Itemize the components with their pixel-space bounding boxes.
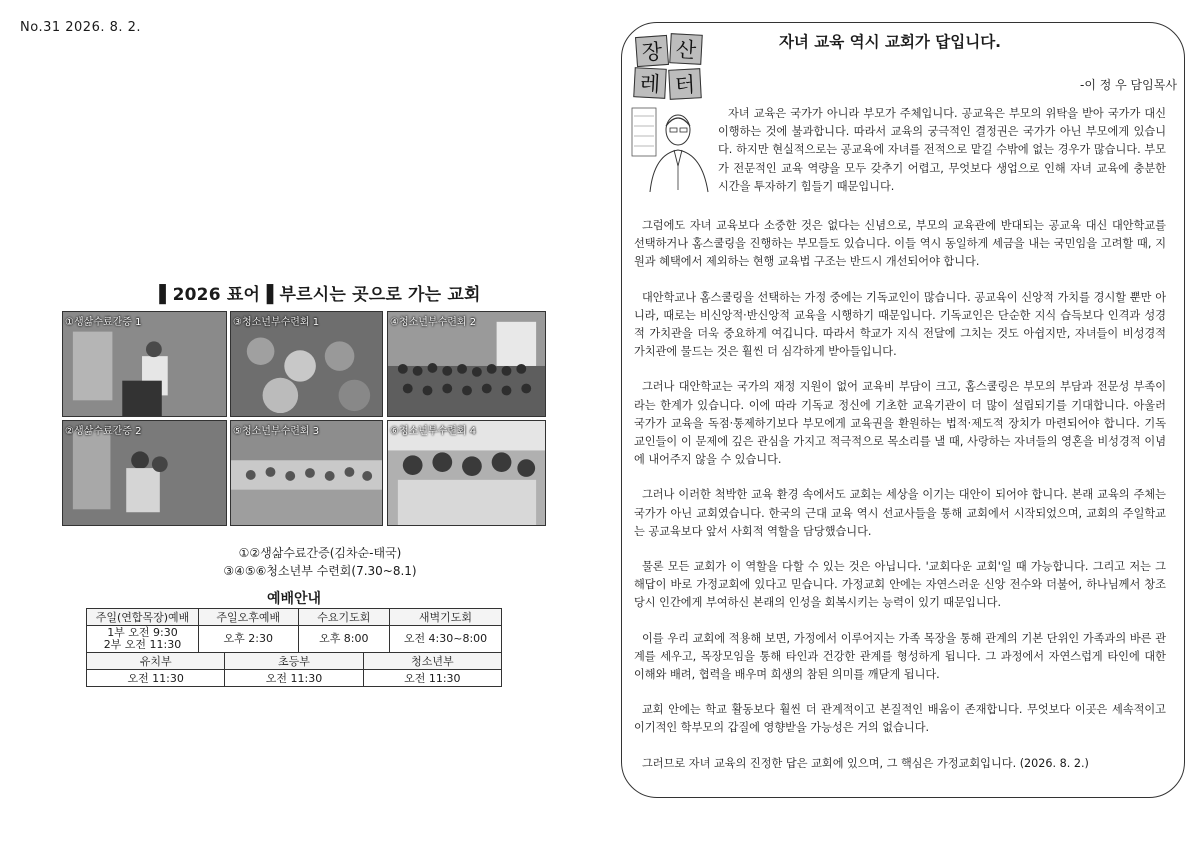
worship-time: 오후 2:30	[198, 626, 298, 653]
church-motto: ▌2026 표어▐ 부르시는 곳으로 가는 교회	[159, 285, 481, 305]
worship-header: 주일(연합목장)예배	[87, 609, 199, 626]
letter-paragraph: 교회 안에는 학교 활동보다 훨씬 더 관계적이고 본질적인 배움이 존재합니다. 무엇보다 이곳은 세속적이고 이기적인 학부모의 갑질에 영향받을 가능성은 거의 없습니다.	[634, 703, 1166, 735]
letter-paragraph: 자녀 교육은 국가가 아니라 부모가 주체입니다. 공교육은 부모의 위탁을 받아 국가가 대신 이행하는 것에 불과합니다. 따라서 교육의 궁극적인 결정권은 국가가 아닌 부모에게 있습니다. 하지만 현실적으로는 공교육에 자녀를 전적으로 맡길 수밖에 없는 경우가 많습니다. 부모가 전문적인 교육 역량을 모두 갖추기 어렵고, 무엇보다 생업으로 인해 자녀 교육에 충분한 시간을 투자하기 힘들기 때문입니다.	[718, 107, 1166, 193]
department-header: 초등부	[225, 653, 363, 670]
worship-header: 수요기도회	[298, 609, 389, 626]
photo-caption: ⑥청소년부수련회 4	[390, 426, 477, 437]
department-table	[86, 652, 502, 687]
badge-char: 레	[633, 67, 667, 99]
photo-caption: ③청소년부수련회 1	[233, 317, 320, 328]
photo-youth-retreat-3	[230, 420, 383, 526]
worship-table	[86, 608, 502, 653]
letter-paragraph: 물론 모든 교회가 이 역할을 다할 수 있는 것은 아닙니다. '교회다운 교회'일 때 가능합니다. 그리고 저는 그 해답이 바로 가정교회에 있다고 믿습니다. 가정교회 안에는 자연스러운 신앙 전수와 더불어, 하나님께서 창조 당시 인간에게 부여하신 본래의 인성을 회복시키는 능력이 있기 때문입니다.	[634, 560, 1166, 610]
photo-testimony-2	[62, 420, 227, 526]
badge-char: 장	[635, 35, 669, 67]
issue-number-date: No.31 2026. 8. 2.	[20, 20, 142, 35]
badge-char: 산	[669, 33, 703, 65]
photo-caption-block	[150, 544, 490, 580]
photo-youth-retreat-4	[387, 420, 546, 526]
department-time: 오전 11:30	[87, 670, 225, 687]
photo-youth-retreat-1	[230, 311, 383, 417]
letter-paragraph: 그러나 이러한 척박한 교육 환경 속에서도 교회는 세상을 이기는 대안이 되어야 합니다. 본래 교육의 주체는 국가가 아닌 교회였습니다. 한국의 근대 교육 역시 선교사들을 통해 교회에서 시작되었으며, 교회의 주일학교는 공교육보다 앞서 사회적 역할을 담당했습니다.	[634, 488, 1166, 538]
photo-caption: ①생삶수료간증 1	[65, 317, 142, 328]
letter-paragraph: 이를 우리 교회에 적용해 보면, 가정에서 이루어지는 가족 목장을 통해 관계의 기본 단위인 가족과의 바른 관계를 세우고, 목장모임을 통해 타인과 건강한 관계를 형성하게 됩니다. 그 과정에서 자연스럽게 타인에 대한 이해와 배려, 협력을 배우며 희생의 참된 의미를 깨닫게 됩니다.	[634, 631, 1166, 682]
caption-line-2: ③④⑤⑥청소년부 수련회(7.30~8.1)	[223, 564, 417, 578]
worship-schedule	[86, 590, 502, 687]
photo-caption: ④청소년부수련회 2	[390, 317, 477, 328]
photo-collage	[62, 311, 546, 526]
letter-paragraph: 대안학교나 홈스쿨링을 선택하는 가정 중에는 기독교인이 많습니다. 공교육이 신앙적 가치를 경시할 뿐만 아니라, 때로는 비신앙적·반신앙적 교육을 시행하기 때문입니다. 기독교인은 단순한 지식 습득보다 인격과 성경적 가치관을 더욱 중요하게 여깁니다. 따라서 학교가 지식 전달에 그치는 것도 아쉽지만, 자녀들이 비성경적 가치관에 물드는 것은 훨씬 더 심각하게 받아들입니다.	[634, 290, 1166, 359]
worship-header: 새벽기도회	[390, 609, 502, 626]
worship-time: 오후 8:00	[298, 626, 389, 653]
photo-caption: ②생삶수료간증 2	[65, 426, 142, 437]
badge-char: 터	[668, 68, 702, 100]
department-header: 청소년부	[363, 653, 501, 670]
letter-author: -이 정 우 담임목사	[1080, 78, 1177, 92]
letter-title: 자녀 교육 역시 교회가 답입니다.	[778, 33, 1002, 51]
worship-schedule-title: 예배안내	[266, 591, 322, 607]
letter-paragraph: 그럼에도 자녀 교육보다 소중한 것은 없다는 신념으로, 부모의 교육관에 반대되는 공교육 대신 대안학교를 선택하거나 홈스쿨링을 진행하는 부모들도 있습니다. 이들 역시 동일하게 세금을 내는 국민임을 고려할 때, 지원과 혜택에서 제외하는 현행 교육법 구조는 반드시 개선되어야 합니다.	[634, 219, 1166, 269]
department-time: 오전 11:30	[363, 670, 501, 687]
worship-time: 오전 4:30~8:00	[390, 626, 502, 653]
caption-line-1: ①②생삶수료간증(김차순-태국)	[238, 546, 402, 560]
photo-youth-retreat-2	[387, 311, 546, 417]
letter-paragraph: 그러나 대안학교는 국가의 재정 지원이 없어 교육비 부담이 크고, 홈스쿨링은 부모의 부담과 전문성 부족이라는 한계가 있습니다. 이에 따라 기독교 정신에 기초한 교육기관이 더 많이 설립되기를 기대합니다. 아울러 국가가 교육을 독점·통제하기보다 부모에게 교육권을 환원하는 법적·제도적 장치가 마련되어야 합니다. 기독교인들이 이 문제에 깊은 관심을 가지고 적극적으로 목소리를 낼 때, 사랑하는 자녀들의 영혼을 비성경적 이념에 내어주지 않을 수 있습니다.	[634, 380, 1166, 467]
photo-caption: ⑤청소년부수련회 3	[233, 426, 320, 437]
worship-header: 주일오후예배	[198, 609, 298, 626]
department-time: 오전 11:30	[225, 670, 363, 687]
letter-paragraph: 그러므로 자녀 교육의 진정한 답은 교회에 있으며, 그 핵심은 가정교회입니다. (2026. 8. 2.)	[642, 756, 1089, 770]
letter-body	[634, 105, 1166, 790]
department-header: 유치부	[87, 653, 225, 670]
photo-testimony-1	[62, 311, 227, 417]
worship-time: 1부 오전 9:30 2부 오전 11:30	[87, 626, 199, 653]
